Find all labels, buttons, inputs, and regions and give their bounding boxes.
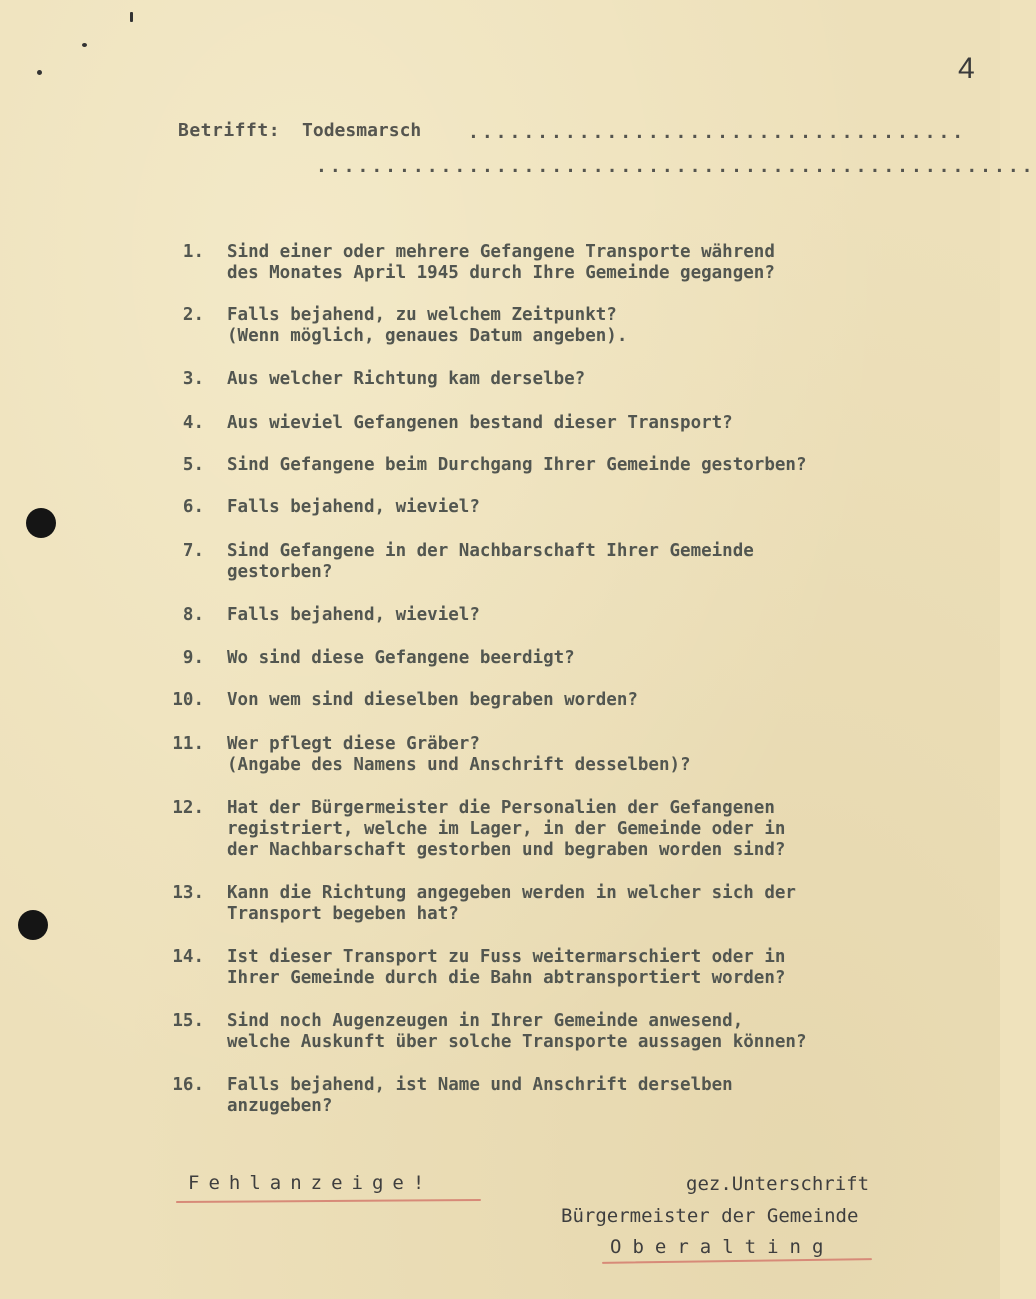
question-number: 15. bbox=[172, 1011, 204, 1031]
question-number: 16. bbox=[172, 1075, 204, 1095]
question-text: Hat der Bürgermeister die Personalien der Gefangenen registriert, welche im Lager, in der Gemeinde oder in der Nachbarschaft gestorben und begraben worden sind? bbox=[227, 798, 786, 860]
question-text: Sind Gefangene in der Nachbarschaft Ihrer Gemeinde gestorben? bbox=[227, 541, 754, 582]
question-text: Sind Gefangene beim Durchgang Ihrer Gemeinde gestorben? bbox=[227, 455, 807, 475]
question-number: 6. bbox=[182, 497, 204, 517]
dotted-fill-line: .................................................... bbox=[316, 156, 1036, 177]
signature-note: gez.Unterschrift bbox=[686, 1173, 870, 1195]
question-number: 5. bbox=[182, 455, 204, 475]
question-text: Kann die Richtung angegeben werden in welcher sich der Transport begeben hat? bbox=[227, 883, 796, 924]
question-text: Sind einer oder mehrere Gefangene Transporte während des Monates April 1945 durch Ihre Gemeinde gegangen? bbox=[227, 242, 775, 283]
question-text: Aus wieviel Gefangenen bestand dieser Transport? bbox=[227, 413, 733, 433]
signatory-title: Bürgermeister der Gemeinde bbox=[561, 1205, 859, 1227]
question-number: 10. bbox=[172, 690, 204, 710]
question-number: 8. bbox=[182, 605, 204, 625]
ink-speck bbox=[82, 43, 87, 47]
question-number: 7. bbox=[182, 541, 204, 561]
question-number: 4. bbox=[182, 413, 204, 433]
nil-return-note: Fehlanzeige! bbox=[188, 1172, 434, 1194]
question-number: 11. bbox=[172, 734, 204, 754]
question-number: 1. bbox=[182, 242, 204, 262]
question-number: 12. bbox=[172, 798, 204, 818]
question-text: Falls bejahend, ist Name und Anschrift derselben anzugeben? bbox=[227, 1075, 733, 1116]
question-text: Ist dieser Transport zu Fuss weitermarschiert oder in Ihrer Gemeinde durch die Bahn abtransportiert worden? bbox=[227, 947, 786, 988]
question-text: Falls bejahend, wieviel? bbox=[227, 605, 480, 625]
page-number: 4 bbox=[958, 52, 975, 85]
question-number: 3. bbox=[182, 369, 204, 389]
question-text: Falls bejahend, zu welchem Zeitpunkt? (Wenn möglich, genaues Datum angeben). bbox=[227, 305, 628, 346]
municipality-name: Oberalting bbox=[610, 1236, 835, 1258]
ink-speck bbox=[130, 12, 133, 22]
question-number: 9. bbox=[182, 648, 204, 668]
red-underline bbox=[602, 1258, 872, 1264]
question-text: Von wem sind dieselben begraben worden? bbox=[227, 690, 638, 710]
punch-hole bbox=[18, 910, 48, 940]
question-text: Wo sind diese Gefangene beerdigt? bbox=[227, 648, 575, 668]
question-text: Aus welcher Richtung kam derselbe? bbox=[227, 369, 586, 389]
subject-label: Betrifft: bbox=[178, 120, 281, 141]
question-text: Falls bejahend, wieviel? bbox=[227, 497, 480, 517]
red-underline bbox=[176, 1199, 481, 1203]
ink-speck bbox=[37, 70, 42, 75]
question-number: 14. bbox=[172, 947, 204, 967]
question-text: Sind noch Augenzeugen in Ihrer Gemeinde anwesend, welche Auskunft über solche Transporte aussagen können? bbox=[227, 1011, 807, 1052]
subject-text: Todesmarsch bbox=[302, 120, 422, 141]
dotted-fill-line: .................................... bbox=[468, 122, 967, 143]
question-number: 2. bbox=[182, 305, 204, 325]
punch-hole bbox=[26, 508, 56, 538]
question-number: 13. bbox=[172, 883, 204, 903]
question-text: Wer pflegt diese Gräber? (Angabe des Namens und Anschrift desselben)? bbox=[227, 734, 691, 775]
